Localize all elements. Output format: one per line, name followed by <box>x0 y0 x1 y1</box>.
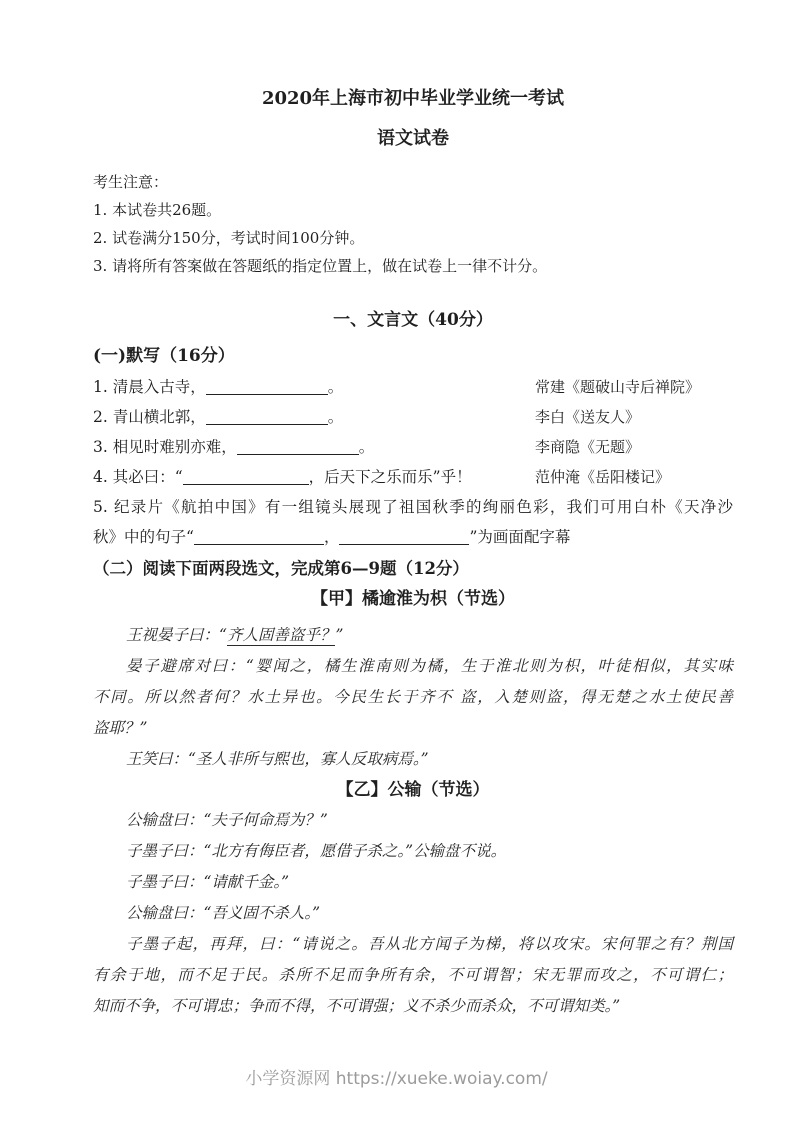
passage-jia-line: 不同。所以然者何？水土异也。今民生长于齐不 盗，入楚则盗，得无楚之水土使民善 <box>93 688 733 706</box>
passage-yi-title: 【乙】公输（节选） <box>336 780 490 800</box>
passage-yi-line: 有余于地，而不足于民。杀所不足而争所有余，不可谓智；宋无罪而攻之，不可谓仁； <box>93 966 733 984</box>
dictation-item-5-line2 <box>93 522 733 552</box>
notice-item-2: 2. 试卷满分150分，考试时间100分钟。 <box>93 229 365 247</box>
passage-yi-paragraph-3: 子墨子曰：“请献千金。” <box>126 873 290 891</box>
dictation-item-4 <box>93 462 733 492</box>
notice-block <box>93 168 733 280</box>
page-content <box>0 86 793 1022</box>
dictation-item-2 <box>93 402 733 432</box>
underlined-phrase: 齐人固善盗乎？ <box>226 626 336 644</box>
exam-subtitle: 语文试卷 <box>377 128 449 149</box>
item-prefix: 1. 清晨入古寺， <box>93 378 206 396</box>
item-prefix: 秋》中的句子“ <box>93 528 194 546</box>
item-source: 常建《题破山寺后禅院》 <box>535 378 701 396</box>
notice-item-1: 1. 本试卷共26题。 <box>93 201 222 219</box>
passage-yi-paragraph-2: 子墨子曰：“北方有侮臣者，愿借子杀之。”公输盘不说。 <box>126 842 507 860</box>
item-suffix: ”为画面配字幕 <box>469 528 571 546</box>
item-suffix: 。 <box>327 408 344 426</box>
answer-blank <box>206 381 328 395</box>
answer-blank <box>183 471 309 485</box>
item-suffix: 。 <box>358 438 375 456</box>
item-suffix: ，后天下之乐而乐”乎！ <box>308 468 472 486</box>
passage-yi-paragraph-4: 公输盘曰：“吾义固不杀人。” <box>126 904 321 922</box>
item-suffix: 。 <box>327 378 344 396</box>
passage-yi-paragraph-1: 公输盘曰：“夫子何命焉为？” <box>126 811 328 829</box>
item-prefix: 2. 青山横北郭， <box>93 408 206 426</box>
dictation-item-5-line1: 5. 纪录片《航拍中国》有一组镜头展现了祖国秋季的绚丽色彩，我们可用白朴《天净沙 <box>93 498 733 516</box>
answer-blank <box>339 531 469 545</box>
answer-blank <box>206 411 328 425</box>
notice-label: 考生注意： <box>93 173 169 191</box>
answer-blank <box>237 441 359 455</box>
quote-prefix: 王视晏子曰：“ <box>126 626 227 644</box>
quote-suffix: ” <box>335 626 344 644</box>
reading-section-heading: （二）阅读下面两段选文，完成第6—9题（12分） <box>93 559 469 578</box>
passage-yi-line: 知而不争，不可谓忠；争而不得，不可谓强；义不杀少而杀众，不可谓知类。” <box>93 997 621 1015</box>
answer-blank <box>194 531 324 545</box>
dictation-item-1 <box>93 372 733 402</box>
passage-jia-line: 晏子避席对曰：“婴闻之，橘生淮南则为橘，生于淮北则为枳，叶徒相似，其实味 <box>126 657 733 675</box>
exam-title: 2020年上海市初中毕业学业统一考试 <box>261 88 565 109</box>
site-watermark: 小学资源网 https://xueke.woiay.com/ <box>245 1069 548 1089</box>
passage-jia-paragraph-3: 王笑曰：“圣人非所与熙也，寡人反取病焉。” <box>126 750 429 768</box>
item-prefix: 3. 相见时难别亦难， <box>93 438 237 456</box>
item-source: 范仲淹《岳阳楼记》 <box>535 468 671 486</box>
passage-yi-line: 子墨子起，再拜，曰：“请说之。吾从北方闻子为梯，将以攻宋。宋何罪之有？荆国 <box>126 935 733 953</box>
item-source: 李商隐《无题》 <box>535 438 641 456</box>
section-heading: 一、文言文（40分） <box>333 310 493 330</box>
dictation-heading: (一)默写（16分） <box>93 346 235 366</box>
dictation-item-3 <box>93 432 733 462</box>
passage-jia-line: 盗耶？” <box>93 719 148 737</box>
notice-item-3: 3. 请将所有答案做在答题纸的指定位置上，做在试卷上一律不计分。 <box>93 257 548 275</box>
passage-jia-paragraph-1 <box>93 620 733 651</box>
item-prefix: 4. 其必曰：“ <box>93 468 183 486</box>
item-separator: ， <box>323 528 340 546</box>
item-source: 李白《送友人》 <box>535 408 641 426</box>
passage-jia-title: 【甲】橘逾淮为枳（节选） <box>311 589 515 609</box>
